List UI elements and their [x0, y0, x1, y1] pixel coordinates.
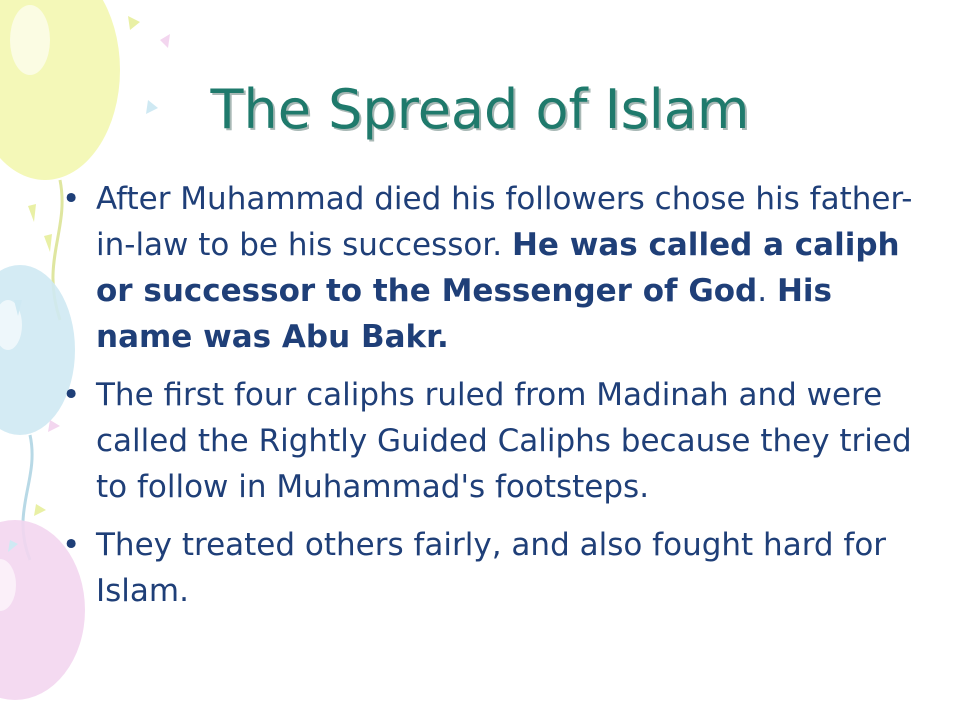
bullet-item — [56, 372, 916, 510]
bullet-bold-text: His name was Abu Bakr. — [96, 273, 832, 355]
bullet-text: After Muhammad died his followers chose his father-in-law to be his successor. — [96, 181, 913, 263]
bullet-item — [56, 522, 916, 614]
slide-title: The Spread of Islam — [210, 78, 750, 141]
bullet-bold-text: He was called a caliph or successor to the Messenger of God — [96, 227, 900, 309]
bullet-text: The first four caliphs ruled from Madinah and were called the Rightly Guided Caliphs because they tried to follow in Muhammad's footsteps. — [96, 377, 912, 505]
bullet-text: . — [757, 273, 777, 309]
bullet-list — [56, 176, 916, 626]
bullet-item — [56, 176, 916, 360]
bullet-text: They treated others fairly, and also fought hard for Islam. — [96, 527, 887, 609]
